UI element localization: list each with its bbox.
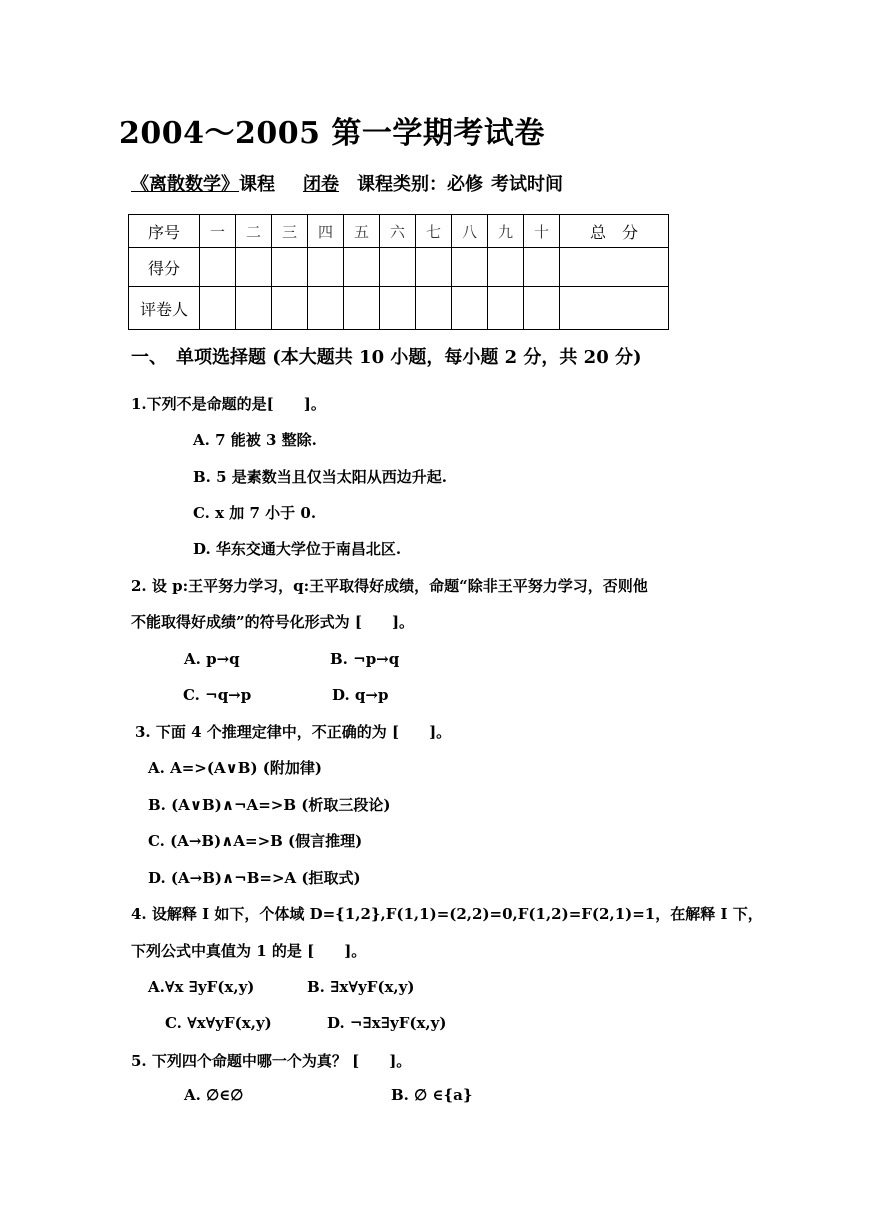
q5-stem: 5. 下列四个命题中哪一个为真？ [ ]。 [131, 1052, 412, 1070]
course-category: 课程类别：必修 [357, 174, 483, 195]
column-label-6: 六 [380, 215, 416, 248]
column-label-10: 十 [524, 215, 560, 248]
score-row-label: 得分 [129, 248, 200, 287]
score-table-header-label: 序号 [129, 215, 200, 248]
q3-option-c: C. (A→B)∧A=>B (假言推理) [148, 832, 363, 850]
q4-option-a: A.∀x ∃yF(x,y) [148, 978, 255, 996]
score-cell [524, 248, 560, 287]
score-cell [416, 248, 452, 287]
score-row [129, 248, 669, 287]
q4-stem-line2: 下列公式中真值为 1 的是 [ ]。 [131, 942, 367, 960]
q2-option-b: B. ¬p→q [330, 650, 400, 668]
column-label-9: 九 [488, 215, 524, 248]
column-label-3: 三 [272, 215, 308, 248]
course-name: 《离散数学》 [131, 174, 239, 195]
q1-option-a: A. 7 能被 3 整除. [193, 431, 317, 449]
q2-stem-line2: 不能取得好成绩”的符号化形式为 [ ]。 [131, 613, 415, 631]
grader-cell [272, 287, 308, 330]
grader-cell [524, 287, 560, 330]
q3-option-b: B. (A∨B)∧¬A=>B (析取三段论) [148, 796, 391, 814]
column-label-8: 八 [452, 215, 488, 248]
score-cell [200, 248, 236, 287]
q4-option-b: B. ∃x∀yF(x,y) [307, 978, 415, 996]
score-cell [488, 248, 524, 287]
column-label-7: 七 [416, 215, 452, 248]
score-cell [452, 248, 488, 287]
q2-option-a: A. p→q [184, 650, 240, 668]
grader-cell [380, 287, 416, 330]
score-cell [272, 248, 308, 287]
exam-time-label: 考试时间 [491, 174, 563, 195]
grader-cell [488, 287, 524, 330]
column-label-4: 四 [308, 215, 344, 248]
grader-row [129, 287, 669, 330]
total-score-cell [560, 248, 669, 287]
column-label-2: 二 [236, 215, 272, 248]
course-header [131, 170, 563, 196]
score-cell [344, 248, 380, 287]
grader-cell [236, 287, 272, 330]
q3-option-d: D. (A→B)∧¬B=>A (拒取式) [148, 869, 361, 887]
grader-cell [452, 287, 488, 330]
closed-book-label: 闭卷 [303, 174, 339, 195]
score-cell [236, 248, 272, 287]
total-grader-cell [560, 287, 669, 330]
total-label: 总 分 [560, 215, 669, 248]
q2-stem-line1: 2. 设 p:王平努力学习，q:王平取得好成绩，命题“除非王平努力学习，否则他 [131, 577, 648, 595]
grader-cell [200, 287, 236, 330]
q2-option-c: C. ¬q→p [183, 686, 252, 704]
column-label-5: 五 [344, 215, 380, 248]
grader-cell [416, 287, 452, 330]
q1-stem: 1.下列不是命题的是[ ]。 [131, 395, 326, 413]
q4-option-d: D. ¬∃x∃yF(x,y) [327, 1014, 447, 1032]
score-cell [380, 248, 416, 287]
q1-option-b: B. 5 是素数当且仅当太阳从西边升起. [193, 468, 448, 486]
q1-option-d: D. 华东交通大学位于南昌北区. [193, 540, 402, 558]
q4-stem-line1: 4. 设解释 I 如下，个体域 D={1,2},F(1,1)=(2,2)=0,F(1,2)=F(2,1)=1，在解释 I 下， [131, 905, 763, 923]
exam-title: 2004～2005 第一学期考试卷 [119, 116, 545, 151]
grader-row-label: 评卷人 [129, 287, 200, 330]
score-table-header-row [129, 215, 669, 248]
q1-option-c: C. x 加 7 小于 0. [193, 504, 317, 522]
q3-stem: 3. 下面 4 个推理定律中，不正确的为 [ ]。 [135, 723, 452, 741]
score-cell [308, 248, 344, 287]
q2-option-d: D. q→p [332, 686, 389, 704]
section-1-title: 一、 单项选择题 (本大题共 10 小题，每小题 2 分，共 20 分) [131, 347, 642, 368]
q4-option-c: C. ∀x∀yF(x,y) [165, 1014, 272, 1032]
score-table [128, 214, 669, 330]
course-suffix: 课程 [239, 174, 275, 195]
column-label-1: 一 [200, 215, 236, 248]
q5-option-b: B. ∅ ∈{a} [391, 1086, 473, 1104]
grader-cell [308, 287, 344, 330]
q3-option-a: A. A=>(A∨B) (附加律) [148, 759, 322, 777]
grader-cell [344, 287, 380, 330]
q5-option-a: A. ∅∈∅ [184, 1086, 244, 1104]
